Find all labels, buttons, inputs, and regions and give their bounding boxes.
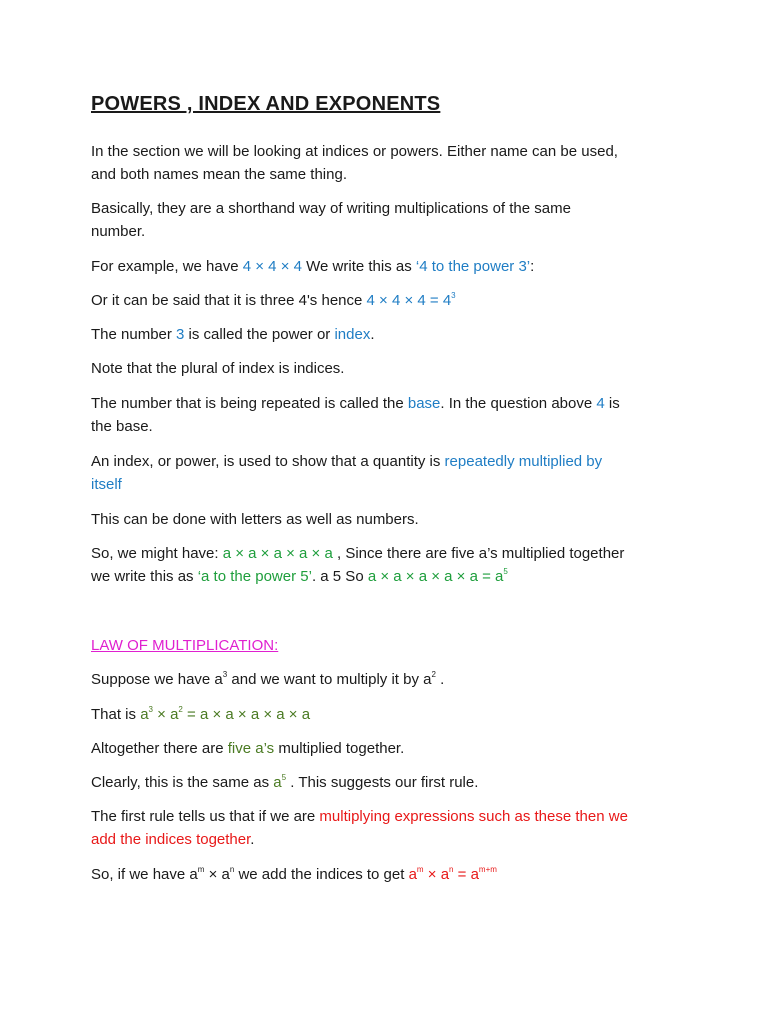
term-index: index [334, 326, 371, 343]
paragraph-letters-example-line-1: So, we might have: a × a × a × a × a , Since there are five a’s multiplied together [91, 545, 625, 562]
paragraph-repeated-line-2: itself [91, 476, 122, 493]
example-phrase: ‘4 to the power 3’ [415, 258, 531, 275]
example-expression: 4 × 4 × 4 [242, 258, 302, 275]
paragraph-shorthand-line-2: number. [91, 223, 146, 240]
paragraph-index: The number 3 is called the power or index. [91, 326, 375, 343]
paragraph-three-fours: Or it can be said that it is three 4's hence $4 \times 4 \times 4 = 4^3$ [91, 291, 456, 309]
paragraph-base-line-1: The number that is being repeated is called the base. In the question above 4 is [91, 395, 620, 412]
paragraph-repeated-line-1: An index, or power, is used to show that a quantity is repeatedly multiplied by [91, 453, 603, 470]
paragraph-intro-line-1: In the section we will be looking at indices or powers. Either name can be used, [91, 143, 618, 160]
paragraph-example: For example, we have 4 × 4 × 4 We write this as ‘4 to the power 3’: [91, 258, 535, 275]
paragraph-indices-note: Note that the plural of index is indices. [91, 360, 345, 377]
paragraph-first-rule-line-1: The first rule tells us that if we are multiplying expressions such as these then we [91, 808, 628, 825]
paragraph-that-is: That is $a^3 \times a^2 = a \times a \times a \times a \times a$ [91, 705, 311, 723]
paragraph-base-line-2: the base. [91, 418, 153, 435]
term-base: base [407, 395, 441, 412]
paragraph-altogether: Altogether there are five a’s multiplied together. [91, 740, 405, 757]
general-rule-formula: $a^m \times a^n = a^{m+m}$ [408, 865, 497, 883]
paragraph-shorthand-line-1: Basically, they are a shorthand way of writing multiplications of the same [91, 200, 571, 217]
example-equation: $4 \times 4 \times 4 = 4^3$ [366, 291, 456, 309]
paragraph-suppose: Suppose we have $a^3$ and we want to multiply it by $a^2$ . [91, 670, 445, 688]
paragraph-general-rule: So, if we have $a^m \times a^n$ we add the indices to get $a^m \times a^n = a^{m+m}$ [91, 865, 497, 883]
paragraph-letters: This can be done with letters as well as numbers. [91, 511, 419, 528]
paragraph-clearly: Clearly, this is the same as $a^5$ . This suggests our first rule. [91, 773, 479, 791]
section-heading-law-of-multiplication: LAW OF MULTIPLICATION: [91, 637, 279, 654]
paragraph-intro-line-2: and both names mean the same thing. [91, 166, 347, 183]
paragraph-first-rule-line-2: add the indices together. [91, 831, 255, 848]
page-title: POWERS , INDEX AND EXPONENTS [91, 93, 441, 115]
paragraph-letters-example-line-2: we write this as ‘a to the power 5’. a 5 So $a \times a \times a \times a \times a = a^5$ [91, 567, 508, 585]
